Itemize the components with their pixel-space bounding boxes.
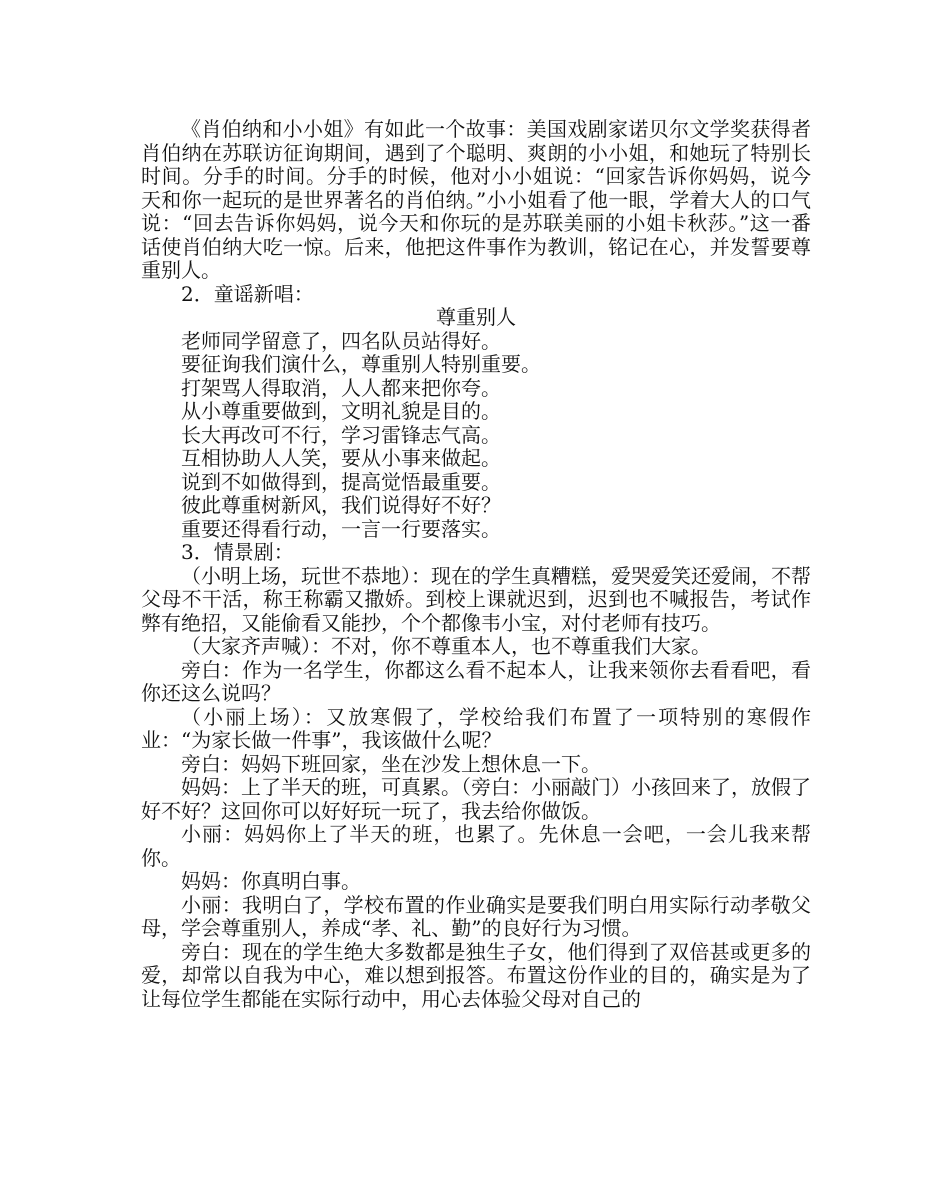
scene-paragraph: 旁白：现在的学生绝大多数都是独生子女，他们得到了双倍甚或更多的爱，却常以自我为中心，难以想到报答。布置这份作业的目的，确实是为了让每位学生都能在实际行动中，用心去体验父母对自己的 <box>141 939 811 1011</box>
scene-paragraph: （小丽上场）：又放寒假了，学校给我们布置了一项特别的寒假作业：“为家长做一件事”，我该做什么呢？ <box>141 704 811 752</box>
poem-line: 说到不如做得到，提高觉悟最重要。 <box>181 469 501 494</box>
section-heading-scene-play: 3．情景剧： <box>181 540 294 564</box>
section-heading-nursery-rhyme: 2．童谣新唱： <box>181 281 314 306</box>
scene-paragraph: 妈妈：你真明白事。 <box>181 869 361 893</box>
scene-paragraph: （小明上场，玩世不恭地）：现在的学生真糟糕，爱哭爱笑还爱闹，不帮父母不干活，称王称霸又撒娇。到校上课就迟到，迟到也不喊报告，考试作弊有绝招，又能偷看又能抄，个个都像韦小宝，对付老师有技巧。 <box>141 563 811 635</box>
scene-paragraph: 小丽：妈妈你上了半天的班，也累了。先休息一会吧，一会儿我来帮你。 <box>141 822 811 870</box>
poem-title: 尊重别人 <box>436 305 516 329</box>
poem-line: 老师同学留意了，四名队员站得好。 <box>181 328 501 353</box>
scene-paragraph: 旁白：作为一名学生，你都这么看不起本人，让我来领你去看看吧，看你还这么说吗？ <box>141 657 811 705</box>
poem-line: 从小尊重要做到，文明礼貌是目的。 <box>181 399 501 423</box>
scene-paragraph: 旁白：妈妈下班回家，坐在沙发上想休息一下。 <box>181 751 601 776</box>
poem-line: 彼此尊重树新风，我们说得好不好？ <box>181 493 501 517</box>
poem-line: 重要还得看行动，一言一行要落实。 <box>181 516 501 541</box>
scene-play <box>141 565 811 1012</box>
scene-paragraph: 小丽：我明白了，学校布置的作业确实是要我们明白用实际行动孝敬父母，学会尊重别人，养成“孝、礼、勤”的良好行为习惯。 <box>141 892 811 940</box>
scene-paragraph: 妈妈：上了半天的班，可真累。（旁白：小丽敲门）小孩回来了，放假了好不好？这回你可以好好玩一玩了，我去给你做饭。 <box>141 775 811 823</box>
poem-line: 长大再改可不行，学习雷锋志气高。 <box>181 422 501 447</box>
story-paragraph: 《肖伯纳和小小姐》有如此一个故事：美国戏剧家诺贝尔文学奖获得者肖伯纳在苏联访征询期间，遇到了个聪明、爽朗的小小姐，和她玩了特别长时间。分手的时间。分手的时候，他对小小姐说：“回家告诉你妈妈，说今天和你一起玩的是世界著名的肖伯纳。”小小姐看了他一眼，学着大人的口气说：“回去告诉你妈妈，说今天和你玩的是苏联美丽的小姐卡秋莎。”这一番话使肖伯纳大吃一惊。后来，他把这件事作为教训，铭记在心，并发誓要尊重别人。 <box>141 117 811 282</box>
poem-line: 打架骂人得取消，人人都来把你夸。 <box>181 375 501 400</box>
poem-line: 要征询我们演什么，尊重别人特别重要。 <box>181 352 541 376</box>
poem-line: 互相协助人人笑，要从小事来做起。 <box>181 446 501 470</box>
document-body <box>141 118 811 1011</box>
scene-paragraph: （大家齐声喊）：不对，你不尊重本人，也不尊重我们大家。 <box>181 634 711 658</box>
poem <box>141 330 811 542</box>
